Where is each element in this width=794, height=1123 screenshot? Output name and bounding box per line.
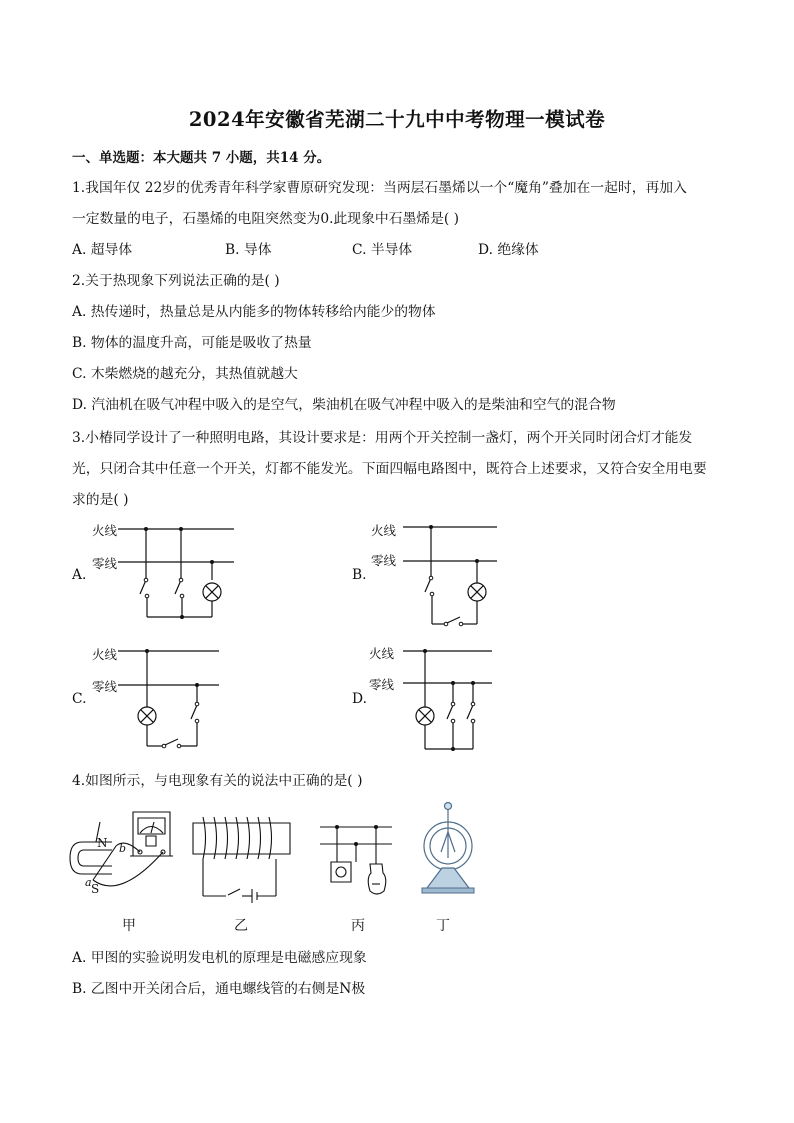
conductor-a-label: a <box>85 876 92 889</box>
q3-stem-line1: 3.小椿同学设计了一种照明电路，其设计要求是：用两个开关控制一盏灯，两个开关同时闭合灯才能发 <box>72 430 693 446</box>
circuit-a-neutral-label: 零线 <box>92 556 118 571</box>
conductor-b-label: b <box>119 842 127 855</box>
q4-stem: 4.如图所示，与电现象有关的说法中正确的是( ) <box>72 773 363 789</box>
q1-stem-line2: 一定数量的电子，石墨烯的电阻突然变为0.此现象中石墨烯是( ) <box>72 211 460 227</box>
q1-stem-line1: 1.我国年仅 22岁的优秀青年科学家曹原研究发现：当两层石墨烯以一个“魔角”叠加在一起时，再加入 <box>72 180 687 196</box>
q4-option-a[interactable]: A. 甲图的实验说明发电机的原理是电磁感应现象 <box>72 950 367 966</box>
circuit-d-live-label: 火线 <box>369 646 395 661</box>
q1-option-c[interactable]: C. 半导体 <box>352 242 413 258</box>
q2-option-d[interactable]: D. 汽油机在吸气冲程中吸入的是空气，柴油机在吸气冲程中吸入的是柴油和空气的混合物 <box>72 397 616 413</box>
circuit-b-letter[interactable]: B. <box>352 567 367 583</box>
circuit-c-live-label: 火线 <box>92 647 118 662</box>
figure-label-jia: 甲 <box>122 918 136 934</box>
q4-option-b[interactable]: B. 乙图中开关闭合后，通电螺线管的右侧是N极 <box>72 981 366 997</box>
q3-stem-line2: 光，只闭合其中任意一个开关，灯都不能发光。下面四幅电路图中，既符合上述要求，又符合安全用电要 <box>72 461 707 477</box>
figure-label-ding: 丁 <box>436 918 450 934</box>
q1-option-a[interactable]: A. 超导体 <box>72 242 133 258</box>
figure-label-yi: 乙 <box>234 918 248 934</box>
circuit-c-neutral-label: 零线 <box>92 679 118 694</box>
figure-label-bing: 丙 <box>351 918 365 934</box>
circuit-b-live-label: 火线 <box>371 523 397 538</box>
q1-option-b[interactable]: B. 导体 <box>225 242 272 258</box>
exam-title: 2024年安徽省芜湖二十九中中考物理一模试卷 <box>188 108 606 131</box>
section-heading: 一、单选题：本大题共 7 小题，共14 分。 <box>72 150 331 166</box>
circuit-a-letter[interactable]: A. <box>72 567 87 583</box>
circuit-d-neutral-label: 零线 <box>369 677 395 692</box>
q2-stem: 2.关于热现象下列说法正确的是( ) <box>72 273 280 289</box>
circuit-c-letter[interactable]: C. <box>72 691 87 707</box>
circuit-a-live-label: 火线 <box>92 523 118 538</box>
circuit-b-neutral-label: 零线 <box>371 553 397 568</box>
q2-option-a[interactable]: A. 热传递时，热量总是从内能多的物体转移给内能少的物体 <box>72 304 436 320</box>
magnet-s-label: S <box>91 882 100 896</box>
magnet-n-label: N <box>97 836 108 850</box>
circuit-d-letter[interactable]: D. <box>352 691 367 707</box>
q3-stem-line3: 求的是( ) <box>72 492 129 508</box>
q2-option-b[interactable]: B. 物体的温度升高，可能是吸收了热量 <box>72 335 312 351</box>
q1-option-d[interactable]: D. 绝缘体 <box>478 242 539 258</box>
q2-option-c[interactable]: C. 木柴燃烧的越充分，其热值就越大 <box>72 366 298 382</box>
